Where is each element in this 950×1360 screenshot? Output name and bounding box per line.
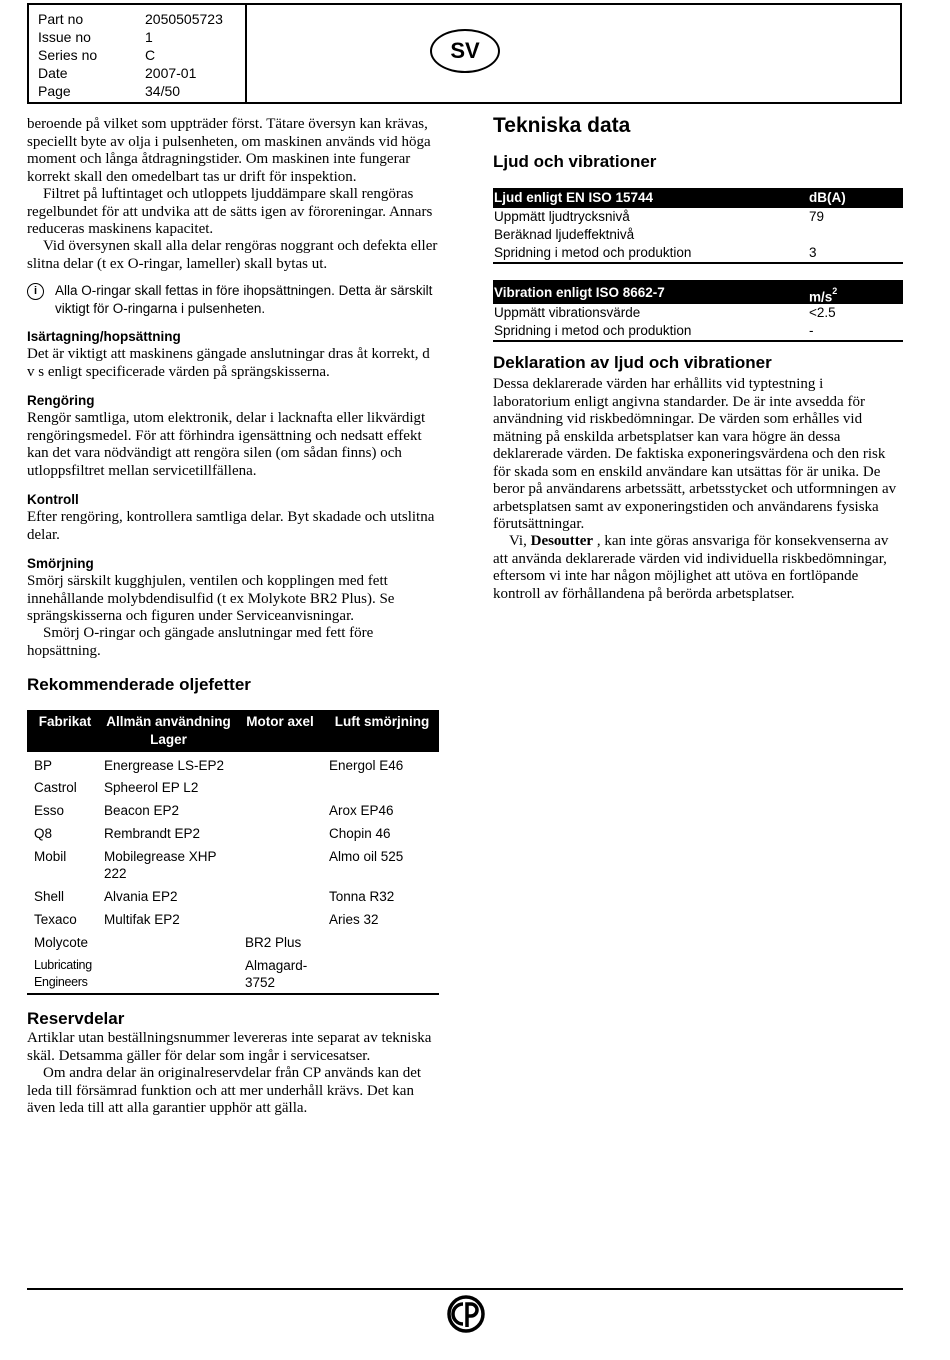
brand-cell: Molycote (34, 935, 89, 950)
vibration-header-label: Vibration enligt ISO 8662-7 (494, 285, 665, 300)
sound-row (493, 244, 903, 262)
general-use-cell: Alvania EP2 (104, 889, 178, 904)
heading-greases: Rekommenderade oljefetter (27, 675, 251, 694)
general-use-cell: Rembrandt EP2 (104, 826, 201, 841)
issue-no-label: Issue no (38, 29, 91, 45)
air-lubrication-cell: Almo oil 525 (329, 849, 404, 864)
air-lubrication-cell: Energol E46 (329, 758, 404, 773)
vibration-table-header (493, 280, 903, 304)
sound-row-value: 3 (809, 245, 817, 260)
header-motor-shaft: Motor axel (246, 714, 314, 729)
heading-control: Kontroll (27, 492, 79, 507)
grease-table-bottom-rule (27, 993, 439, 995)
general-use-cell: Mobilegrease XHP 222 (104, 849, 217, 881)
air-lubrication-cell: Arox EP46 (329, 803, 394, 818)
sound-row-label: Spridning i metod och produktion (494, 245, 692, 260)
heading-lubrication: Smörjning (27, 556, 94, 571)
general-use-cell: Energrease LS-EP2 (104, 758, 225, 773)
cp-logo-icon (446, 1294, 486, 1334)
date-label: Date (38, 65, 68, 81)
heading-sound-vibration: Ljud och vibrationer (493, 152, 657, 171)
page-value: 34/50 (145, 83, 181, 99)
grease-table-body (27, 752, 439, 993)
paragraph-lubrication-2: Smörj O-ringar och gängade anslutningar med fett före hopsättning. (27, 625, 374, 659)
part-no-label: Part no (38, 11, 84, 27)
series-no-row (38, 46, 155, 64)
language-badge: SV (430, 29, 500, 73)
header-general-use: Allmän användning Lager (106, 714, 231, 747)
document-header (27, 3, 902, 104)
paragraph-disassembly: Det är viktigt att maskinens gängade anslutningar dras åt korrekt, d v s enligt specificerade värden på sprängskisserna. (27, 346, 430, 380)
note-o-rings: Alla O-ringar skall fettas in före ihopsättningen. Detta är särskilt viktigt för O-ringarna i pulsenheten. (55, 283, 433, 316)
series-no-value: C (145, 47, 156, 63)
heading-declaration: Deklaration av ljud och vibrationer (493, 353, 772, 372)
vibration-table (493, 280, 903, 342)
issue-no-value: 1 (145, 29, 153, 45)
brand-cell: Lubricating Engineers (34, 958, 92, 989)
brand-cell: Esso (34, 803, 65, 818)
grease-table (27, 710, 439, 993)
brand-name: Desoutter (530, 533, 594, 549)
paragraph-liability (493, 533, 903, 603)
paragraph-cleaning: Rengör samtliga, utom elektronik, delar i lacknafta eller likvärdigt rengöringsmedel. För att förhindra igensättning och nedsatt effekt kan det vara nödvändigt att rengöra silen (om sådan finns) och utloppsfiltret mellan servicetillfällena. (27, 410, 426, 479)
paragraph-inspection: Vid översynen skall alla delar rengöras noggrant och defekta eller slitna delar (t ex O-ringar, lameller) skall bytas ut. (27, 238, 438, 272)
header-air-lubrication: Luft smörjning (334, 714, 430, 729)
page-label: Page (38, 83, 71, 99)
air-lubrication-cell: Tonna R32 (329, 889, 395, 904)
sound-row-label: Uppmätt ljudtrycksnivå (494, 209, 630, 224)
brand-cell: Mobil (34, 849, 67, 864)
series-no-label: Series no (38, 47, 98, 63)
paragraph-control: Efter rengöring, kontrollera samtliga delar. Byt skadade och utslitna delar. (27, 509, 435, 543)
air-lubrication-cell: Aries 32 (329, 912, 379, 927)
page-row (38, 82, 180, 100)
paragraph-original-parts: Om andra delar än originalreservdelar från CP används kan det leda till försämrad funktion och att mer underhåll krävs. Det kan även leda till att alla garantier upphör att gälla. (27, 1065, 422, 1116)
motor-shaft-cell: BR2 Plus (245, 935, 302, 950)
part-no-row (38, 10, 223, 28)
document-info-block (29, 5, 247, 102)
vibration-row (493, 322, 903, 340)
unit-text: m/s (809, 289, 833, 305)
air-lubrication-cell: Chopin 46 (329, 826, 391, 841)
issue-no-row (38, 28, 153, 46)
brand-cell: Castrol (34, 780, 77, 795)
brand-cell: BP (34, 758, 53, 773)
sound-table-header (493, 188, 903, 208)
part-no-value: 2050505723 (145, 11, 223, 27)
vibration-table-bottom-rule (493, 340, 903, 342)
vibration-row-label: Uppmätt vibrationsvärde (494, 305, 641, 320)
heading-technical-data: Tekniska data (493, 114, 631, 137)
table-row (27, 821, 439, 844)
paragraph-filter: Filtret på luftintaget och utloppets ljuddämpare skall rengöras regelbundet för att undvika att de sätts igen av föroreningar. Annars reduceras maskinens kapacitet. (27, 186, 433, 237)
grease-table-header (27, 710, 439, 752)
table-row (27, 775, 439, 798)
sound-row (493, 208, 903, 226)
brand-cell: Texaco (34, 912, 77, 927)
vibration-row-label: Spridning i metod och produktion (494, 323, 692, 338)
paragraph-overhaul: beroende på vilket som uppträder först. Tätare översyn kan krävas, speciellt byte av olja i pulsenheten, om maskinen används vid höga moment och långa åtdragningstider. Om maskinen inte fungerar korrekt skall den omedelbart tas ur drift för inspektion. (27, 116, 431, 185)
info-icon: i (27, 283, 44, 300)
general-use-cell: Spheerol EP L2 (104, 780, 199, 795)
table-row (27, 907, 439, 930)
table-row (27, 953, 439, 993)
general-use-cell: Multifak EP2 (104, 912, 180, 927)
footer-rule (27, 1288, 903, 1290)
vibration-row (493, 304, 903, 322)
date-row (38, 64, 196, 82)
sound-row (493, 226, 903, 244)
sound-row-value: 79 (809, 209, 825, 224)
header-brand: Fabrikat (38, 714, 92, 729)
paragraph-lubrication: Smörj särskilt kugghjulen, ventilen och kopplingen med fett innehållande molybdendisulfid (t ex Molykote BR2 Plus). Se sprängskisserna och figuren under Serviceanvisningar. (27, 573, 395, 624)
sound-header-unit: dB(A) (809, 190, 846, 205)
sound-header-label: Ljud enligt EN ISO 15744 (494, 190, 654, 205)
vibration-row-value: <2.5 (809, 305, 836, 320)
sound-row-label: Beräknad ljudeffektnivå (494, 227, 635, 242)
motor-shaft-cell: Almagard-3752 (245, 958, 308, 990)
paragraph-spare-parts: Artiklar utan beställningsnummer levereras inte separat av tekniska skäl. Detsamma gäller för delar som ingår i servicesatser. (27, 1030, 432, 1064)
sound-table (493, 188, 903, 264)
liability-text-start: Vi, (509, 533, 531, 549)
table-row (27, 798, 439, 821)
vibration-row-value: - (809, 323, 814, 338)
brand-cell: Shell (34, 889, 65, 904)
liability-text-end: , kan inte göras ansvariga för konsekvenserna av att använda deklarerade värden vid individuella riskbedömningar, eftersom vi inte har någon möjlighet att utöva en fortlöpande kontroll av förhållandena på berörda arbetsplatser. (493, 533, 889, 602)
unit-exponent: 2 (832, 286, 838, 296)
table-row (27, 752, 439, 775)
heading-spare-parts: Reservdelar (27, 1009, 125, 1028)
heading-cleaning: Rengöring (27, 393, 95, 408)
table-row (27, 884, 439, 907)
table-row (27, 844, 439, 884)
heading-disassembly: Isärtagning/hopsättning (27, 329, 181, 344)
brand-cell: Q8 (34, 826, 53, 841)
paragraph-declaration: Dessa deklarerade värden har erhållits vid typtestning i laboratorium enligt angivna standarder. De är inte avsedda för användning vid riskbedömningar. De värden som erhålles vid mätning på enskilda arbetsplatser kan vara högre än dessa deklarerade värden. De faktiska exponeringsvärdena och den risk för skada som en enskild användare kan utsättas för är unika. De beror på användarens arbetssätt, arbetsstycket och utformningen av arbetsplatsen samt av exponeringstiden och användarens fysiska förutsättningar. (493, 376, 897, 532)
date-value: 2007-01 (145, 65, 197, 81)
general-use-cell: Beacon EP2 (104, 803, 180, 818)
table-row (27, 930, 439, 953)
sound-table-bottom-rule (493, 262, 903, 264)
